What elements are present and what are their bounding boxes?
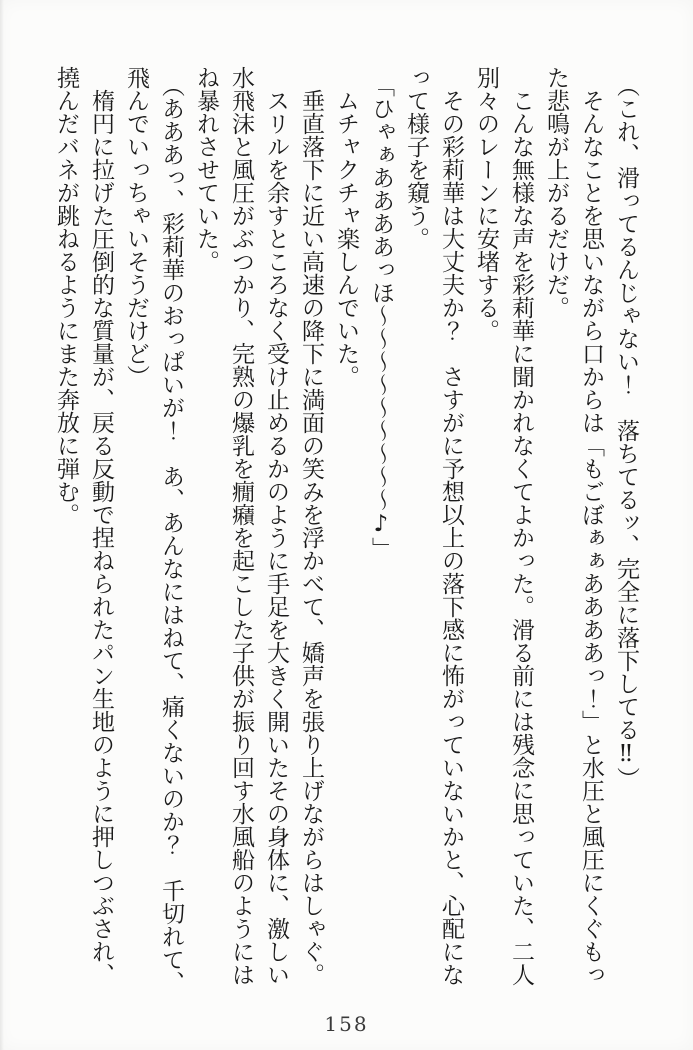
page-text-body bbox=[48, 66, 643, 996]
paragraph-inner-monologue: （あああっ、彩莉華のおっぱいが！ あ、あんなにはねて、痛くないのか？ 千切れて、飛んでいっちゃいそうだけど） bbox=[123, 66, 184, 994]
paragraph-narration: 楕円に拉げた圧倒的な質量が、戻る反動で捏ねられたパン生地のように押しつぶされ、撓んだバネが跳ねるようにまた奔放に弾む。 bbox=[53, 66, 114, 986]
paragraph-narration: こんな無様な声を彩莉華に聞かれなくてよかった。滑る前には残念に思っていた、二人別々のレーンに安堵する。 bbox=[473, 66, 534, 986]
paragraph-narration: そんなことを思いながら口からは「もごぼぁぁああああっ！」と水圧と風圧にくぐもった悲鳴が上がるだけだ。 bbox=[543, 66, 604, 986]
paragraph-narration: 垂直落下に近い高速の降下に満面の笑みを浮かべて、嬌声を張り上げながらはしゃぐ。 bbox=[298, 89, 324, 986]
paragraph-narration: その彩莉華は大丈夫か？ さすがに予想以上の落下感に怖がっていないかと、心配になって様子を窺う。 bbox=[403, 66, 464, 986]
paragraph-narration: ムチャクチャ楽しんでいた。 bbox=[333, 89, 359, 388]
paragraph-narration: スリルを余すところなく受け止めるかのように手足を大きく開いたその身体に、激しい水飛沫と風圧がぶつかり、完熟の爆乳を癇癪を起こした子供が振り回す水風船のようにはね暴れさせていた。 bbox=[193, 66, 289, 986]
paragraph-inner-monologue: （これ、滑ってるんじゃない！ 落ちてるッ、完全に落下してる‼） bbox=[613, 74, 639, 790]
paragraph-dialogue: 「ひゃぁああああっほ〜〜〜〜〜〜〜〜〜♪」 bbox=[368, 74, 394, 560]
page-number: 158 bbox=[324, 1012, 369, 1036]
